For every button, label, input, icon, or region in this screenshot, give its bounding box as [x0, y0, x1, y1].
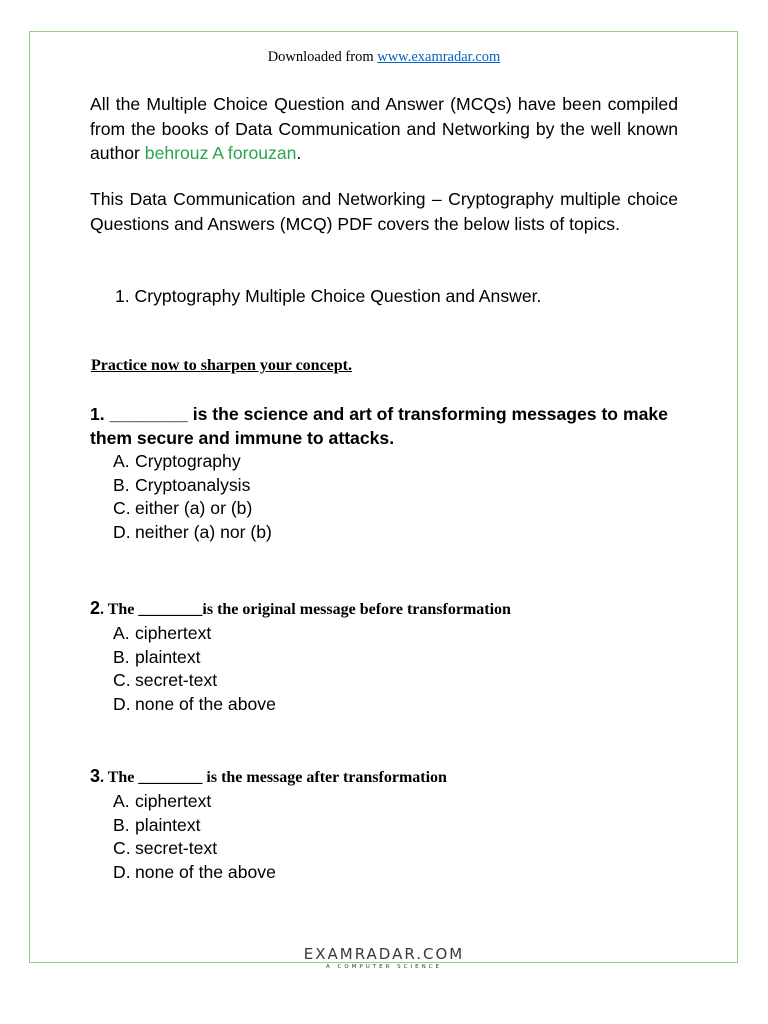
option-text: plaintext [135, 646, 201, 667]
question-number: 3 [90, 766, 101, 786]
download-header [0, 49, 768, 66]
question-2 [90, 596, 690, 716]
option-letter: B. [113, 646, 130, 667]
option-b [90, 814, 690, 838]
header-prefix: Downloaded from [267, 49, 378, 65]
intro-paragraph-2: This Data Communication and Networking – Cryptography multiple choice Questions and Answers (MCQ) PDF covers the below lists of topics. [90, 189, 678, 234]
option-letter: C. [113, 670, 131, 691]
option-c [90, 497, 690, 521]
topic-list-item: 1. Cryptography Multiple Choice Question and Answer. [115, 286, 542, 306]
option-letter: A. [113, 623, 130, 643]
options-list [90, 622, 690, 716]
question-text [90, 402, 690, 450]
intro-paragraph-1 [90, 92, 678, 166]
option-a [90, 790, 690, 814]
option-letter: A. [113, 451, 130, 471]
intro-end: . [296, 143, 302, 163]
intro-text: All the Multiple Choice Question and Answer (MCQs) have been compiled from the books of Data Communication and Networking by the well known author [90, 94, 678, 163]
option-text: neither (a) nor (b) [135, 521, 272, 542]
option-b [90, 646, 690, 670]
option-letter: D. [113, 693, 131, 714]
examradar-link[interactable]: www.examradar.com [377, 49, 501, 65]
option-text: none of the above [135, 693, 276, 714]
option-text: ciphertext [135, 791, 212, 811]
options-list [90, 790, 690, 884]
option-letter: B. [113, 814, 130, 835]
option-text: Cryptography [135, 451, 241, 471]
option-text: either (a) or (b) [135, 498, 253, 519]
examradar-logo [0, 945, 768, 970]
question-1 [90, 402, 690, 544]
question-3 [90, 764, 690, 884]
option-letter: C. [113, 498, 131, 519]
question-number: 1. [90, 404, 105, 424]
option-letter: A. [113, 791, 130, 811]
option-a [90, 450, 690, 474]
option-letter: D. [113, 521, 131, 542]
question-text [90, 764, 690, 790]
option-text: plaintext [135, 814, 201, 835]
logo-tagline: A COMPUTER SCIENCE [325, 964, 443, 970]
option-text: ciphertext [135, 623, 212, 643]
option-text: Cryptoanalysis [135, 474, 251, 495]
options-list [90, 450, 690, 544]
option-d [90, 861, 690, 885]
option-d [90, 693, 690, 717]
question-body: . The ________ is the message after transformation [100, 769, 447, 786]
option-letter: B. [113, 474, 130, 495]
option-c [90, 837, 690, 861]
question-body: . The ________is the original message before transformation [100, 601, 511, 618]
option-d [90, 521, 690, 545]
practice-heading: Practice now to sharpen your concept. [91, 357, 352, 374]
question-body: ________ is the science and art of transforming messages to make them secure and immune to attacks. [90, 404, 668, 448]
option-text: none of the above [135, 861, 276, 882]
option-text: secret-text [135, 670, 218, 691]
option-a [90, 622, 690, 646]
option-letter: D. [113, 861, 131, 882]
option-b [90, 474, 690, 498]
option-letter: C. [113, 838, 131, 859]
author-name: behrouz A forouzan [144, 143, 297, 163]
option-text: secret-text [135, 838, 218, 859]
logo-wordmark: EXAMRADAR.COM [303, 945, 465, 963]
option-c [90, 669, 690, 693]
question-number: 2 [90, 598, 101, 618]
question-text [90, 596, 690, 622]
